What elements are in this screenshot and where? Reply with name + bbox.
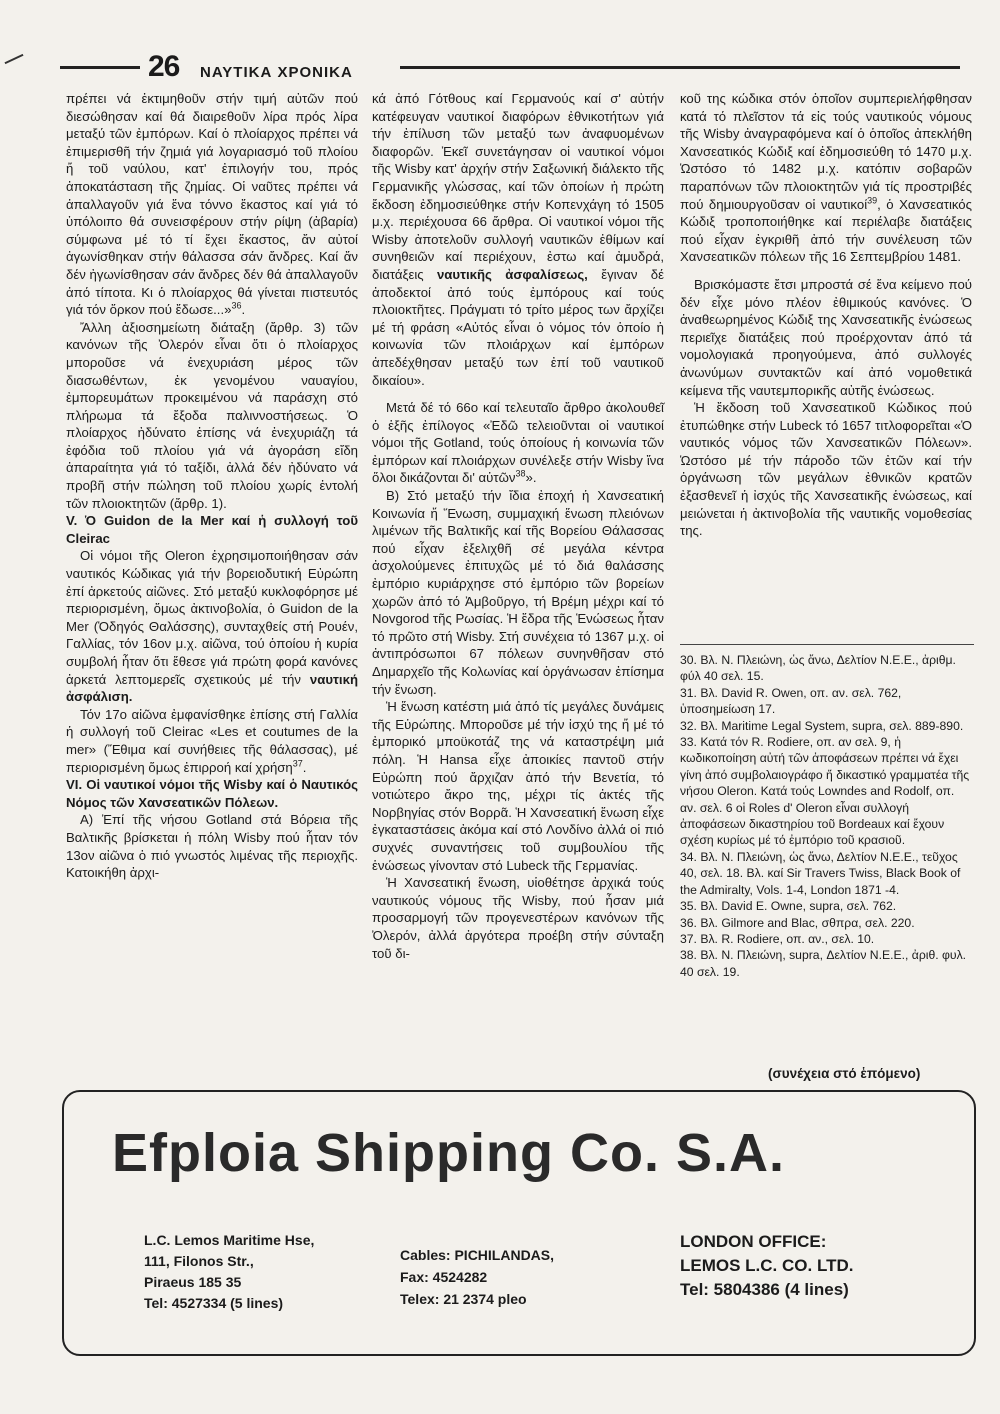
contact-line: Cables: PICHILANDAS, [400, 1247, 555, 1263]
address-line: 111, Filonos Str., [144, 1253, 254, 1269]
paragraph: πρέπει νά ἐκτιμηθοῦν στήν τιμή αὐτῶν πού διεσώθησαν καί θά διαιρεθοῦν λίρα πρός λίρα μεταξύ τῶν ἐμπόρων. Καί ὁ πλοίαρχος πρέπει νά ἐπιμερισθῆ τήν ζημιά γιά λογαριασμό τοῦ πλοίου ἤ τοῦ ναύλου, κατ' ἐπιλογήν του, πρός ἀποκατάσταση τῆς ζημίας. Οἱ ναῦτες πρέπει νά ἀπαλλαγοῦν γιά ἕνα τόννο ἕκαστος καί γιά τό ὑπόλοιπο θά συνεισφέρουν στήν ρίψη (ἀβαρία) σύμφωνα μέ τό τί ἔχει ἕκαστος, ἄν αὐτοί ἀγωνίσθηκαν στήν θάλασσα σάν ἄνδρες. Καί ἄν δέν ἠγωνίσθησαν σάν ἄνδρες δέν θά ἀπαλλαγοῦν ἀπό τίποτα. Κι ὁ πλοίαρχος θά γίνεται πιστευτός γιά τόν ὅρκον πού ἔδωσε...»$^{36}$. [66, 91, 358, 318]
address-line: Piraeus 185 35 [144, 1274, 242, 1290]
company-contacts [400, 1244, 554, 1310]
footnote: 36. Βλ. Gilmore and Blac, σθπρα, σελ. 220. [680, 915, 915, 930]
header-rule-right [400, 66, 960, 69]
text-column-2 [372, 90, 664, 962]
paragraph: Α) Ἐπί τῆς νήσου Gotland στά Βόρεια τῆς Βαλτικῆς βρίσκεται ἡ πόλη Wisby πού ἦταν τόν 13ον αἰῶνα ὁ πιό γνωστός λιμένας τῆς περιοχῆς. Κατοικήθη ἀρχι- [66, 812, 358, 881]
footnote: 31. Βλ. David R. Owen, οπ. αν. σελ. 762, ὑποσημείωση 17. [680, 685, 902, 717]
contact-line: Fax: 4524282 [400, 1269, 488, 1285]
london-line: LEMOS L.C. CO. LTD. [680, 1256, 854, 1275]
london-line: LONDON OFFICE: [680, 1232, 827, 1251]
paragraph: Οἱ νόμοι τῆς Oleron ἐχρησιμοποιήθησαν σάν ναυτικός Κώδικας γιά τήν βορειοδυτική Εὐρώπη ἐπί ἀρκετούς αἰῶνες. Στό μεταξύ κυκλοφόρησε μέ περιορισμένη, ὅμως ἀκτινοβολία, ὁ Guidon de la Mer (Ὁδηγός Θαλάσσης), συνταχθείς στή Ρουέν, Γαλλίας, τόν 16ον μ.χ. αἰῶνα, τού ὁποίου ἡ κυρία συμβολή ἦταν ὅτι ἔθεσε γιά πρώτη φορά κανόνες ἀρκετά λεπτομερεῖς σχετικούς μέ τήν ναυτική ἀσφάλιση. [66, 548, 358, 705]
footnote: 32. Βλ. Maritime Legal System, supra, σελ. 889-890. [680, 718, 964, 733]
paragraph: Ἡ Χανσεατική ἕνωση, υἱοθέτησε ἀρχικά τούς ναυτικούς νόμους τῆς Wisby, πού ἦσαν μιά προσαρμογή τῶν προγενεστέρων κανόνων τῆς Ὀλερόν, ἀλλά ἀργότερα προέβη στήν σύνταξη τοῦ δι- [372, 875, 664, 961]
london-office [680, 1230, 853, 1302]
header-rule-left [60, 66, 140, 69]
paragraph: κοῦ της κώδικα στόν ὁποῖον συμπεριελήφθησαν κατά τό πλεῖστον τά εἰς τούς ναυτικούς νόμους τῆς Wisby ἀναγραφόμενα καί ὁ ὁποῖος ἀπεκλήθη Χανσεατικός Κώδιξ καί ἐδημοσιεύθη τό 1470 μ.χ. Ὡστόσο τό 1482 μ.χ. κατόπιν σοβαρῶν παραπόνων τῶν πλοιοκτητῶν γιά τίς προστριβές πού δημιουργοῦσαν οἱ ναυτικοί$^{39}$, ὁ Χανσεατικός Κώδιξ τροποποιήθηκε καί περιέλαβε διατάξεις πού εἶχαν ἐγκριθῆ ἀπό τήν συνέλευση τῶν Χανσεατικῶν πόλεων τῆς 16 Σεπτεμβρίου 1481. [680, 91, 972, 265]
footnote: 34. Βλ. Ν. Πλειώνη, ὡς ἄνω, Δελτίον Ν.Ε.Ε., τεῦχος 40, σελ. 18. Βλ. καί Sir Travers Twiss, Black Book of the Admiralty, Vols. 1-4, London 1871 -4. [680, 849, 961, 897]
paragraph: Βρισκόμαστε ἔτσι μπροστά σέ ἕνα κείμενο πού δέν εἶχε μόνο πλέον ἐθιμικούς κανόνες. Ὁ ἀναθεωρημένος Κώδιξ της Χανσεατικῆς ἑνώσεως περιεῖχε διατάξεις πού προέρχονταν ἀπό τά νομολογιακά προηγούμενα, ἀπό συλλογές ἀνωνύμων συντακτῶν καί ἀπό νομοθετικά κείμενα τῆς ναυτεμπορικῆς αὐτῆς ἑνώσεως. [680, 276, 972, 398]
footnote: 33. Κατά τόν R. Rodiere, οπ. αν σελ. 9, ἡ κωδικοποίηση αὐτή τῶν ἀποφάσεων πρέπει νά ἔχει γίνη ἀπό συμβολαιογράφο ἤ δικαστικό γραμματέα τῆς νήσου Oleron. Κατά τούς Lowndes and Rodolf, οπ. αν. σελ. 6 οἱ Roles d' Oleron εἶναι συλλογή ἀποφάσεων δικαστηρίου τοῦ Bordeaux καί ἔχουν σχέση κυρίως μέ τό ἐμπόριο τοῦ κρασιοῦ. [680, 735, 970, 848]
paragraph: Ἡ ἔκδοση τοῦ Χανσεατικοῦ Κώδικος πού ἐτυπώθηκε στήν Lubeck τό 1657 τιτλοφορεῖται «Ὁ ναυτικός νόμος τῶν Χανσεατικῶν Πόλεων». Ὡστόσο μέ τήν πάροδο τῶν ἐτῶν καί τήν ὀργάνωση τῶν μεγάλων ἐθνικῶν κρατῶν ἐξασθενεῖ ἡ ἰσχύς τῆς Χανσεατικῆς ἑνώσεως, καί μειώνεται ἡ ἀκτινοβολία τῆς ναυτικῆς νομοθεσίας της. [680, 400, 972, 539]
advertisement-box [62, 1090, 976, 1356]
magazine-title: ΝΑΥΤΙΚΑ ΧΡΟΝΙΚΑ [200, 64, 353, 81]
text-column-1 [66, 90, 358, 882]
page-header [60, 52, 960, 92]
address-line: Tel: 4527334 (5 lines) [144, 1295, 284, 1311]
paragraph: Β) Στό μεταξύ τήν ἴδια ἐποχή ἡ Χανσεατική Κοινωνία ἤ Ἕνωση, συμμαχική ἕνωση πλειόνων λιμένων τῆς Βαλτικῆς καί τῆς Βορείου Θάλασσας πού εἶχαν ἐξελιχθῆ σέ μεγάλα κέντρα ἀσχολούμενες ἐπιτυχῶς μέ τό διά θαλάσσης ἐμπόριο κυριάρχησε στό ἐμπόριο τῶν βορείων χωρῶν ἀπό τό Ἀμβοῦργο, τή Βρέμη μέχρι καί τό Novgorod τῆς Ρωσίας. Ἡ ἕδρα τῆς Ἑνώσεως ἦταν τό πρῶτο στή Wisby. Στή συνέχεια τό 1367 μ.χ. οἱ ἀντιπρόσωποι 67 πόλεων συνηνθῆσαν στό Δημαρχεῖο τῆς Κολωνίας καί ὀργάνωσαν ἐπίσημα τήν ἕνωση. [372, 488, 664, 697]
company-address [144, 1230, 314, 1314]
footnote: 38. Βλ. Ν. Πλειώνη, supra, Δελτίον Ν.Ε.Ε., ἀριθ. φυλ. 40 σελ. 19. [680, 948, 967, 979]
london-line: Tel: 5804386 (4 lines) [680, 1280, 849, 1299]
paragraph: Ἡ ἕνωση κατέστη μιά ἀπό τίς μεγάλες δυνάμεις τῆς Εὐρώπης. Μποροῦσε μέ τήν ἰσχύ της ἤ μέ τό ἐμπορικό μποϋκοτάζ της νά καταστρέψη μιά πόλη. Ἡ Hansa εἶχε ἀποικίες παντοῦ στήν Εὐρώπη πού ἄρχιζαν ἀπό τήν Βενετία, τό νοτιώτερο ἄκρο της, μέχρι τίς ἀκτές τῆς Νορβηγίας στόν Βορρᾶ. Ἡ Χανσεατική ἕνωση εἶχε ἐγκαταστάσεις ἀκόμα καί στό Λονδίνο ἀλλά οἱ πιό συχνές συναντήσεις τοῦ συμβουλίου τῆς ἑνώσεως γίνονταν στό Lubeck τῆς Γερμανίας. [372, 699, 664, 873]
paragraph: Ἄλλη ἀξιοσημείωτη διάταξη (ἄρθρ. 3) τῶν κανόνων τῆς Ὀλερόν εἶναι ὅτι ὁ πλοίαρχος μποροῦσε νά ἐνεχυριάση μέρος τῶν διασωθέντων, ἐκ γενομένου ναυαγίου, ἐμπορευμάτων προκειμένου νά παράσχη στό πλήρωμα τά ἔξοδα παλιννοστήσεως. Ὁ πλοίαρχος ἠδύνατο ἐπίσης νά ἐνεχυριάζη τά ἐφόδια τοῦ πλοίου γιά νά ἀγοράση εἴδη ἀπαραίτητα γιά τό ταξίδι, ἀλλά δέν ἠδύνατο νά προβῆ στήν πώληση τοῦ πλοίου χωρίς ἐντολή τῶν πλοιοκτητῶν (ἄρθρ. 1). [66, 319, 358, 511]
scan-mark [5, 54, 24, 64]
continued-note: (συνέχεια στό ἑπόμενο) [768, 1066, 921, 1081]
paragraph: Μετά δέ τό 66ο καί τελευταῖο ἄρθρο ἀκολουθεῖ ὁ ἑξῆς ἐπίλογος «Ἐδῶ τελειοῦνται οἱ ναυτικοί νόμοι τῆς Gotland, τούς ὁποίους ἡ κοινωνία τῶν ἐμπόρων καί πλοιάρχων συνέλεξε στήν Wisby ἵνα ὅλοι δικάζονται δι' αὐτῶν$^{38}$». [372, 400, 664, 486]
section-heading-5: V. Ὁ Guidon de la Mer καί ἡ συλλογή τοῦ Cleirac [66, 513, 358, 546]
paragraph: κά ἀπό Γότθους καί Γερμανούς καί σ' αὐτήν κατέφευγαν ναυτικοί διαφόρων ἐθνικοτήτων γιά τήν ἐπίλυση τῶν μεταξύ των ἀναφυομένων διαφορῶν. Ἐκεῖ συνετάγησαν οἱ ναυτικοί νόμοι τῆς Wisby κατ' ἀρχήν στήν Σαξωνική διάλεκτο τῆς Γερμανικῆς γλώσσας, καί τῶν ὁποίων ἡ πρώτη ἔκδοση ἐδημοσιεύθηκε στήν Κοπενχάγη τό 1505 μ.χ. περιέχουσα 66 ἄρθρα. Οἱ ναυτικοί νόμοι τῆς Wisby ἀποτελοῦν συλλογή ναυτικῶν ἐθίμων καί συνηθειῶν καί περιέχουν, ἐστω καί ἀμυδρά, διατάξεις ναυτικῆς ἀσφαλίσεως, ἔγιναν δέ ἀποδεκτοί ἀπό τούς ἐμπόρους καί τούς πλοιοκτῆτες. Πράγματι τό τρίτο μέρος των ἄρχίζει μέ τή φράση «Αὐτός εἶναι ὁ νόμος τόν ὁποίο ἡ κοινωνία τῶν πλοιάρχων καί ἐμπόρων ἀπεδέχθησαν μεταξύ των ἐπί τοῦ ναυτικοῦ δικαίου». [372, 91, 664, 388]
text-column-3 [680, 90, 972, 540]
footnotes [680, 652, 972, 980]
footnote: 30. Βλ. Ν. Πλειώνη, ὡς ἄνω, Δελτίον Ν.Ε.Ε., ἀριθμ. φύλ 40 σελ. 15. [680, 653, 956, 684]
paragraph: Τόν 17ο αἰῶνα ἐμφανίσθηκε ἐπίσης στή Γαλλία ἡ συλλογή τοῦ Cleirac «Les et coutumes de la mer» (Ἔθιμα καί συνήθειες τῆς θάλασσας), μέ περιορισμένη ὅμως ἐπιρροή καί χρήση$^{37}$. [66, 706, 358, 775]
footnote-divider [680, 644, 974, 645]
section-heading-6: VI. Οἱ ναυτικοί νόμοι τῆς Wisby καί ὁ Ναυτικός Νόμος τῶν Χανσεατικῶν Πόλεων. [66, 777, 358, 810]
footnote: 35. Βλ. David E. Owne, supra, σελ. 762. [680, 899, 897, 914]
contact-line: Telex: 21 2374 pleo [400, 1291, 527, 1307]
address-line: L.C. Lemos Maritime Hse, [144, 1232, 315, 1248]
footnote: 37. Βλ. R. Rodiere, οπ. αν., σελ. 10. [680, 931, 875, 946]
page-number: 26 [148, 50, 180, 83]
company-name: Efploia Shipping Co. S.A. [112, 1123, 785, 1183]
